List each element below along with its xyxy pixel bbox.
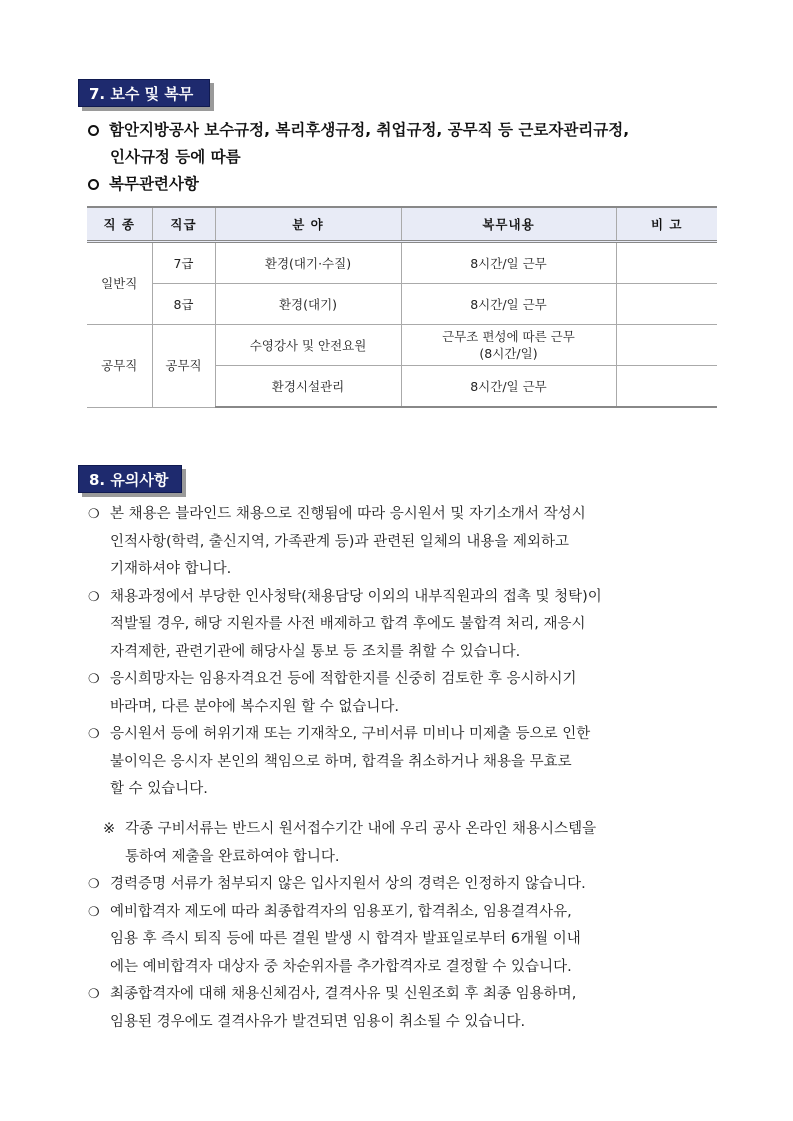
table-row	[87, 242, 717, 284]
table-row	[87, 284, 717, 325]
duty-table	[87, 206, 717, 408]
cell-grade: 7급	[152, 242, 215, 284]
circle-bullet-icon	[88, 179, 99, 190]
item-line: 본 채용은 블라인드 채용으로 진행됨에 따라 응시원서 및 자기소개서 작성시	[110, 506, 586, 522]
item-line: 경력증명 서류가 첨부되지 않은 입사지원서 상의 경력은 인정하지 않습니다.	[110, 876, 586, 892]
note-line-1-text: 각종 구비서류는 반드시 원서접수기간 내에 우리 공사 온라인 채용시스템을	[125, 821, 597, 837]
circle-bullet-icon	[88, 125, 99, 136]
item-line: 바라며, 다른 분야에 복수지원 할 수 없습니다.	[110, 698, 399, 715]
item-line: 임용된 경우에도 결격사유가 발견되면 임용이 취소될 수 있습니다.	[110, 1013, 526, 1030]
cell-grade: 공무직	[152, 325, 215, 408]
hollow-circle-bullet-icon: ❍	[88, 672, 100, 687]
hollow-circle-bullet-icon: ❍	[88, 589, 100, 605]
notice-list-2	[88, 871, 728, 1036]
cell-duty-line-2: (8시간/일)	[479, 346, 538, 361]
hollow-circle-bullet-icon: ❍	[88, 507, 100, 522]
header-job-type: 직 종	[87, 207, 152, 242]
item-line: 응시원서 등에 허위기재 또는 기재착오, 구비서류 미비나 미제출 등으로 인한	[110, 726, 591, 742]
cell-job-type: 공무직	[87, 325, 152, 408]
item-line: 자격제한, 관련기관에 해당사실 통보 등 조치를 취할 수 있습니다.	[110, 643, 521, 660]
cell-remarks	[616, 325, 717, 366]
cell-field: 환경(대기)	[215, 284, 401, 325]
item-line: 불이익은 응시자 본인의 책임으로 하며, 합격을 취소하거나 채용을 무효로	[110, 753, 572, 770]
list-item	[88, 584, 728, 667]
table-header-row	[87, 207, 717, 242]
cell-remarks	[616, 242, 717, 284]
list-item	[88, 666, 728, 721]
header-grade: 직급	[152, 207, 215, 242]
item-line: 채용과정에서 부당한 인사청탁(채용담당 이외의 내부직원과의 접촉 및 청탁)이	[110, 588, 602, 605]
list-item	[88, 721, 728, 804]
reference-mark-icon: ※	[103, 821, 116, 837]
item-line: 응시희망자는 임용자격요건 등에 적합한지를 신중히 검토한 후 응시하시기	[110, 671, 577, 687]
list-item	[88, 501, 728, 584]
item-line: 임용 후 즉시 퇴직 등에 따른 결원 발생 시 합격자 발표일로부터 6개월 이내	[110, 931, 581, 947]
duty-heading	[88, 172, 199, 196]
cell-remarks	[616, 284, 717, 325]
table-row	[87, 325, 717, 366]
policy-line-2	[110, 145, 241, 169]
section-8-header	[78, 465, 182, 493]
cell-field: 수영강사 및 안전요원	[215, 325, 401, 366]
item-line: 인적사항(학력, 출신지역, 가족관계 등)과 관련된 일체의 내용을 제외하고	[110, 533, 569, 550]
policy-line-1-text: 함안지방공사 보수규정, 복리후생규정, 취업규정, 공무직 등 근로자관리규정,	[109, 121, 630, 139]
item-line: 할 수 있습니다.	[110, 781, 208, 797]
cell-duty	[401, 325, 616, 366]
cell-grade: 8급	[152, 284, 215, 325]
item-line: 예비합격자 제도에 따라 최종합격자의 임용포기, 합격취소, 임용결격사유,	[110, 903, 572, 920]
item-line: 최종합격자에 대해 채용신체검사, 결격사유 및 신원조회 후 최종 임용하며,	[110, 986, 577, 1002]
policy-line-2-text: 인사규정 등에 따름	[110, 148, 241, 166]
cell-duty: 8시간/일 근무	[401, 366, 616, 408]
list-item	[88, 899, 728, 982]
item-line: 기재하셔야 합니다.	[110, 561, 232, 577]
hollow-circle-bullet-icon: ❍	[88, 987, 100, 1002]
hollow-circle-bullet-icon: ❍	[88, 904, 100, 920]
cell-duty: 8시간/일 근무	[401, 284, 616, 325]
list-item	[88, 871, 728, 899]
header-duty: 복무내용	[401, 207, 616, 242]
cell-remarks	[616, 366, 717, 408]
header-field: 분 야	[215, 207, 401, 242]
cell-job-type: 일반직	[87, 242, 152, 325]
policy-line-1	[88, 118, 629, 142]
section-7-title: 7. 보수 및 복무	[78, 79, 210, 107]
note-line-1	[103, 816, 723, 844]
item-line: 에는 예비합격자 대상자 중 차순위자를 추가합격자로 결정할 수 있습니다.	[110, 958, 572, 975]
cell-duty-line-1: 근무조 편성에 따른 근무	[442, 329, 575, 344]
hollow-circle-bullet-icon: ❍	[88, 877, 100, 892]
documents-note	[103, 816, 723, 871]
duty-heading-text: 복무관련사항	[109, 175, 199, 193]
cell-field: 환경(대기·수질)	[215, 242, 401, 284]
notice-list-1	[88, 501, 728, 804]
header-remarks: 비 고	[616, 207, 717, 242]
section-7-header	[78, 79, 210, 107]
note-line-2: 통하여 제출을 완료하여야 합니다.	[125, 848, 340, 865]
list-item	[88, 981, 728, 1036]
cell-duty: 8시간/일 근무	[401, 242, 616, 284]
cell-field: 환경시설관리	[215, 366, 401, 408]
hollow-circle-bullet-icon: ❍	[88, 727, 100, 742]
section-8-title: 8. 유의사항	[78, 465, 182, 493]
item-line: 적발될 경우, 해당 지원자를 사전 배제하고 합격 후에도 불합격 처리, 재응시	[110, 616, 586, 632]
